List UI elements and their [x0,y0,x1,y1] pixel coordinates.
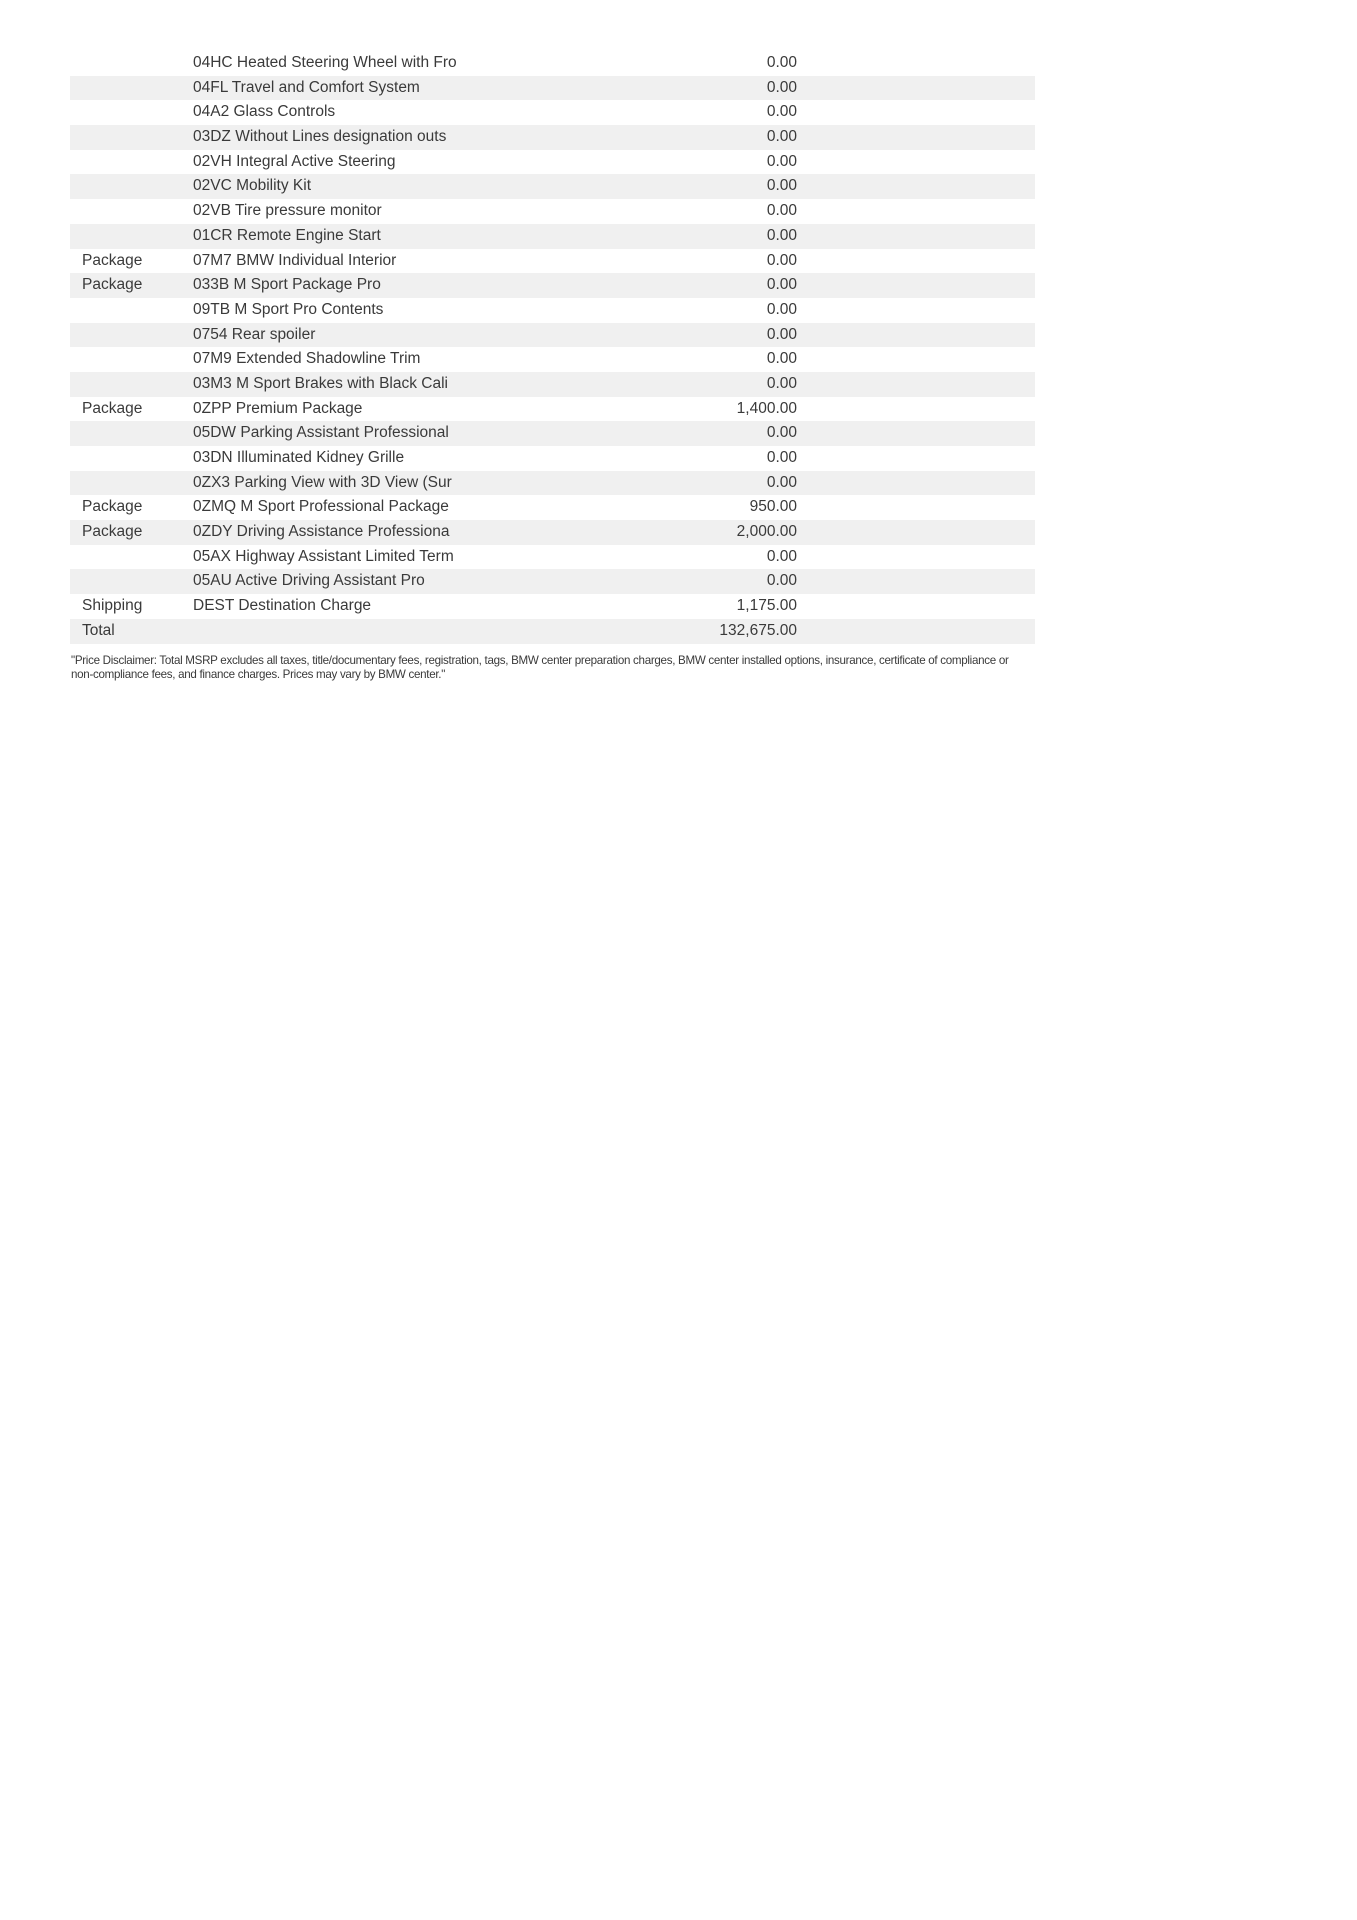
row-description: 0ZX3 Parking View with 3D View (Sur [193,473,452,491]
row-spacer [797,569,1035,594]
row-spacer [797,594,1035,619]
row-description: 03M3 M Sport Brakes with Black Cali [193,374,448,392]
row-spacer [797,471,1035,496]
row-category [70,125,193,150]
row-description: 0ZMQ M Sport Professional Package [193,498,449,516]
row-value: 0.00 [766,547,797,565]
row-spacer [797,174,1035,199]
row-spacer [797,446,1035,471]
row-description: 03DN Illuminated Kidney Grille [193,449,405,466]
table-row [70,495,1035,520]
table-row [70,520,1035,545]
row-spacer [797,51,1035,76]
price-disclaimer: "Price Disclaimer: Total MSRP excludes all taxes, title/documentary fees, registration, tags, BMW center preparation charges, BMW center installed options, insurance, certificate of compliance or non-compliance fees, and finance charges. Prices may vary by BMW center." [71,654,1009,681]
row-description: 01CR Remote Engine Start [193,226,381,244]
row-description: 0ZDY Driving Assistance Professiona [193,523,450,541]
row-category [70,76,193,101]
table-row [70,421,1035,446]
row-value: 0.00 [766,424,797,442]
row-value: 950.00 [749,498,797,516]
row-value: 1,175.00 [736,597,797,615]
row-spacer [797,545,1035,570]
row-category [70,51,193,76]
table-row [70,446,1035,471]
row-category [70,421,193,446]
table-row [70,594,1035,619]
row-category [70,545,193,570]
row-description: 02VH Integral Active Steering [193,152,396,170]
row-value: 0.00 [766,374,797,392]
row-category [70,372,193,397]
table-row [70,347,1035,372]
row-category: Package [82,251,143,269]
row-value: 0.00 [766,251,797,269]
vehicle-options-pricing-table [70,51,1035,644]
row-description: 033B M Sport Package Pro [193,276,381,294]
row-spacer [797,150,1035,175]
row-spacer [797,520,1035,545]
row-spacer [797,298,1035,323]
row-spacer [797,421,1035,446]
row-value: 0.00 [766,226,797,244]
row-description: DEST Destination Charge [193,597,372,615]
row-category [70,298,193,323]
row-spacer [797,100,1035,125]
row-value: 0.00 [766,152,797,170]
row-spacer [797,249,1035,274]
table-row [70,545,1035,570]
row-category [70,199,193,224]
row-spacer [797,619,1035,644]
table-row [70,298,1035,323]
row-category [70,569,193,594]
row-value: 0.00 [766,572,797,590]
row-category [70,100,193,125]
row-value: 0.00 [766,276,797,294]
table-row [70,125,1035,150]
row-description: 03DZ Without Lines designation outs [193,128,447,146]
row-value: 0.00 [766,325,797,343]
table-row [70,224,1035,249]
row-category: Package [82,276,143,294]
row-description: 05AX Highway Assistant Limited Term [193,547,454,565]
row-category [70,471,193,496]
row-spacer [797,125,1035,150]
row-description [193,619,563,644]
row-spacer [797,199,1035,224]
table-row [70,372,1035,397]
row-value: 1,400.00 [736,399,797,417]
row-value: 132,675.00 [719,621,797,639]
row-description: 02VC Mobility Kit [193,177,312,195]
row-spacer [797,273,1035,298]
row-description: 09TB M Sport Pro Contents [193,300,384,318]
table-row [70,199,1035,224]
row-value: 2,000.00 [736,523,797,541]
row-spacer [797,323,1035,348]
row-value: 0.00 [766,54,797,71]
row-category [70,323,193,348]
row-category: Package [82,498,143,516]
row-spacer [797,224,1035,249]
row-category [70,347,193,372]
table-row [70,76,1035,101]
row-description: 02VB Tire pressure monitor [193,202,382,220]
row-description: 05DW Parking Assistant Professional [193,424,449,442]
row-description: 04HC Heated Steering Wheel with Fro [193,54,457,71]
row-value: 0.00 [766,473,797,491]
table-row [70,397,1035,422]
row-category: Total [82,621,115,639]
row-value: 0.00 [766,202,797,220]
row-spacer [797,347,1035,372]
row-category [70,174,193,199]
table-row [70,471,1035,496]
row-description: 0ZPP Premium Package [193,399,363,417]
row-category [70,446,193,471]
row-description: 05AU Active Driving Assistant Pro [193,572,425,590]
row-value: 0.00 [766,350,797,368]
row-value: 0.00 [766,449,797,466]
row-category [70,150,193,175]
row-spacer [797,76,1035,101]
table-row [70,249,1035,274]
row-spacer [797,495,1035,520]
table-row [70,569,1035,594]
table-row [70,323,1035,348]
row-value: 0.00 [766,300,797,318]
row-description: 04FL Travel and Comfort System [193,78,420,96]
table-row [70,100,1035,125]
row-description: 0754 Rear spoiler [193,325,316,343]
row-value: 0.00 [766,128,797,146]
row-description: 07M9 Extended Shadowline Trim [193,350,421,368]
table-row [70,273,1035,298]
row-category: Package [82,523,143,541]
table-row [70,174,1035,199]
row-spacer [797,397,1035,422]
table-row [70,51,1035,76]
row-value: 0.00 [766,78,797,96]
row-category [70,224,193,249]
table-row [70,619,1035,644]
row-value: 0.00 [766,103,797,121]
table-row [70,150,1035,175]
row-description: 04A2 Glass Controls [193,103,336,121]
row-spacer [797,372,1035,397]
row-value: 0.00 [766,177,797,195]
row-category: Package [82,399,143,417]
row-description: 07M7 BMW Individual Interior [193,251,397,269]
row-category: Shipping [82,597,143,615]
